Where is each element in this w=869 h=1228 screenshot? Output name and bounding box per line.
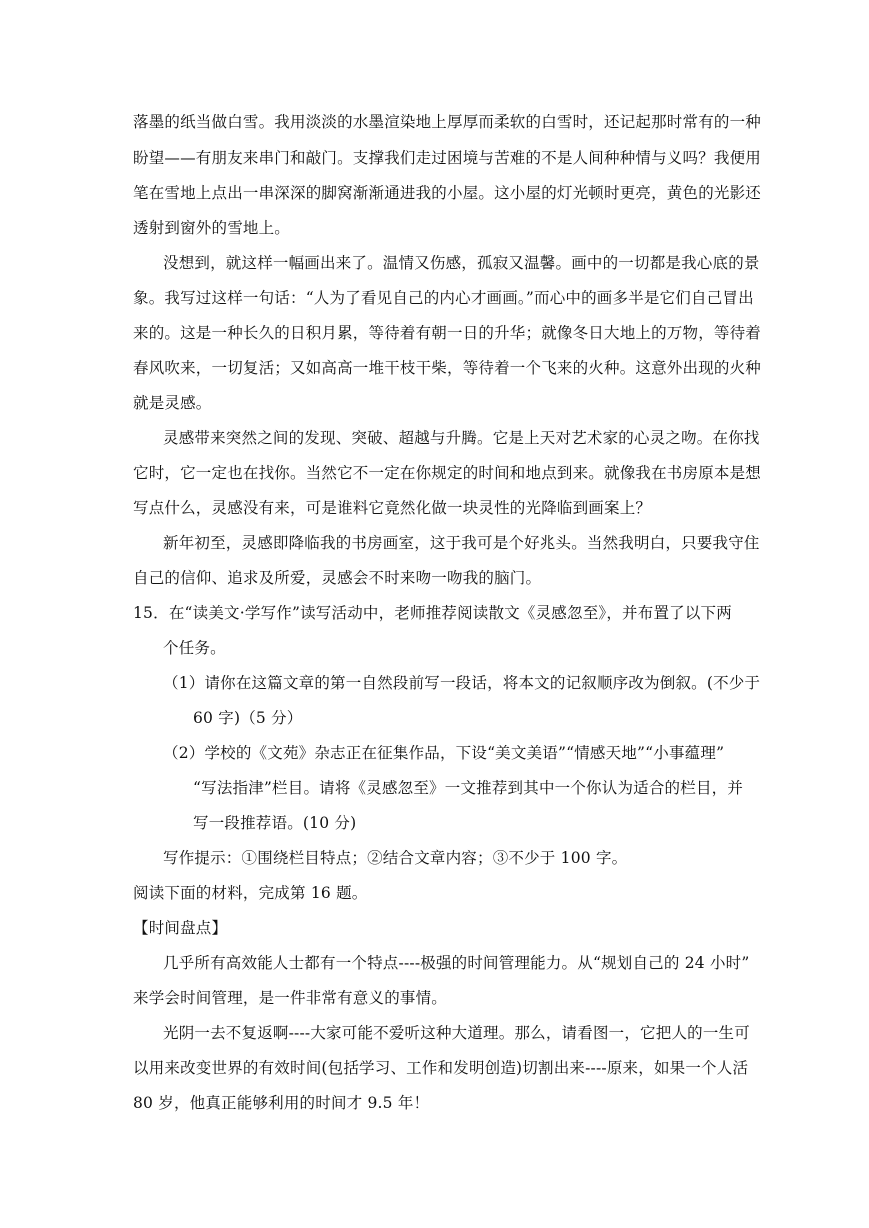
text-line: 写点什么，灵感没有来，可是谁料它竟然化做一块灵性的光降临到画案上？ — [133, 499, 652, 517]
text-line: 落墨的纸当做白雪。我用淡淡的水墨渲染地上厚厚而柔软的白雪时，还记起那时常有的一种 — [133, 113, 762, 131]
text-line: 几乎所有高效能人士都有一个特点----极强的时间管理能力。从“规划自己的 24 小时” — [163, 954, 750, 972]
task-2: （2）学校的《文苑》杂志正在征集作品，下设“美文美语”“情感天地”“小事蕴理” — [163, 744, 725, 762]
text-line: 没想到，就这样一幅画出来了。温情又伤感，孤寂又温馨。画中的一切都是我心底的景 — [163, 254, 760, 272]
writing-tip: 写作提示：①围绕栏目特点；②结合文章内容；③不少于 100 字。 — [163, 849, 628, 867]
text-line: 80 岁，他真正能够利用的时间才 9.5 年！ — [133, 1094, 430, 1112]
text-line: 新年初至，灵感即降临我的书房画室，这于我可是个好兆头。当然我明白，只要我守住 — [163, 534, 760, 552]
task-1: （1）请你在这篇文章的第一自然段前写一段话，将本文的记叙顺序改为倒叙。(不少于 — [163, 674, 761, 692]
text-line: 来的。这是一种长久的日积月累，等待着有朝一日的升华；就像冬日大地上的万物，等待着 — [133, 324, 762, 342]
text-line: 光阴一去不复返啊----大家可能不爱听这种大道理。那么，请看图一，它把人的一生可 — [163, 1024, 750, 1042]
text-line: 就是灵感。 — [133, 394, 212, 412]
text-line: 来学会时间管理，是一件非常有意义的事情。 — [133, 989, 448, 1007]
text-line: 象。我写过这样一句话：“人为了看见自己的内心才画画。”而心中的画多半是它们自己冒出 — [133, 289, 754, 307]
text-line: 透射到窗外的雪地上。 — [133, 219, 291, 237]
text-line: 灵感带来突然之间的发现、突破、超越与升腾。它是上天对艺术家的心灵之吻。在你找 — [163, 429, 760, 447]
section-heading: 【时间盘点】 — [133, 919, 228, 937]
instruction: 阅读下面的材料，完成第 16 题。 — [133, 884, 368, 902]
text-line: 写一段推荐语。(10 分) — [193, 814, 357, 832]
text-line: 60 字)（5 分） — [193, 709, 303, 727]
text-line: 春风吹来，一切复活；又如高高一堆干枝干柴，等待着一个飞来的火种。这意外出现的火种 — [133, 359, 762, 377]
text-line: 个任务。 — [163, 639, 226, 657]
text-line: 自己的信仰、追求及所爱，灵感会不时来吻一吻我的脑门。 — [133, 569, 542, 587]
text-line: 盼望——有朋友来串门和敲门。支撑我们走过困境与苦难的不是人间种种情与义吗？我便用 — [133, 149, 762, 167]
question-15-title: 15．在“读美文·学写作”读写活动中，老师推荐阅读散文《灵感忽至》，并布置了以下两 — [133, 604, 732, 622]
text-line: 以用来改变世界的有效时间(包括学习、工作和发明创造)切割出来----原来，如果一个人活 — [133, 1059, 749, 1077]
text-line: 笔在雪地上点出一串深深的脚窝渐渐通进我的小屋。这小屋的灯光顿时更亮，黄色的光影还 — [133, 184, 762, 202]
text-line: 它时，它一定也在找你。当然它不一定在你规定的时间和地点到来。就像我在书房原本是想 — [133, 464, 762, 482]
text-line: “写法指津”栏目。请将《灵感忽至》一文推荐到其中一个你认为适合的栏目，并 — [193, 779, 744, 797]
